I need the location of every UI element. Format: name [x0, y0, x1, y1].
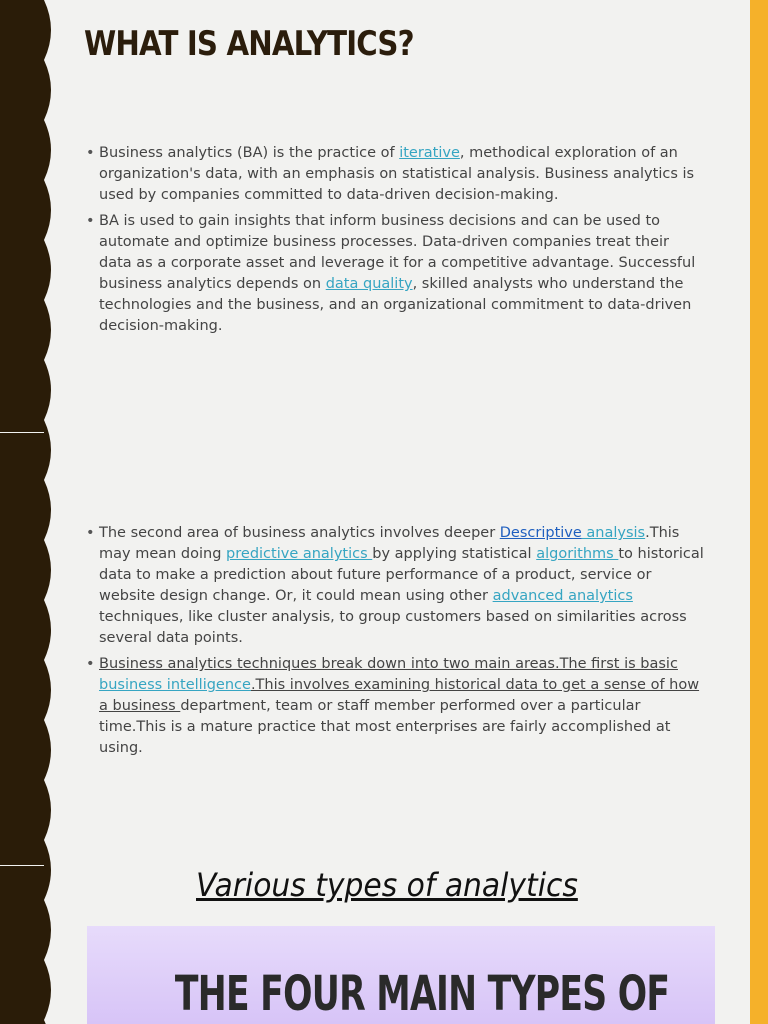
bullet-item — [86, 654, 706, 759]
bullet-list — [86, 143, 706, 342]
link-descriptive[interactable]: Descriptive — [499, 525, 582, 541]
link-iterative[interactable]: iterative — [399, 145, 460, 161]
link-algorithms[interactable]: algorithms — [536, 546, 619, 562]
bullet-item — [86, 143, 706, 206]
section-subtitle: Various types of analytics — [196, 866, 578, 904]
link-analysis[interactable]: analysis — [581, 525, 646, 541]
bullet-text: BA is used to gain insights that inform business decisions and can be used to automate and optimize business processes. Data-driven companies treat their data as a corporate asset and leverage it for a competitive advantage. Successful business analytics depends on — [99, 213, 696, 292]
bullet-text: by applying statistical — [372, 546, 537, 562]
page-title: WHAT IS ANALYTICS? — [84, 24, 414, 64]
link-data-quality[interactable]: data quality — [325, 276, 413, 292]
bullet-text: , methodical exploration of an organization's data, with an emphasis on statistical analysis. Business analytics is used by companies committed to data-driven decision-making. — [99, 145, 695, 203]
bullet-text: department, team or staff member performed over a particular time.This is a mature practice that most enterprises are fairly accomplished at using. — [99, 698, 671, 756]
decorative-wavy-band — [0, 0, 60, 1024]
wavy-band-shape — [0, 0, 60, 1024]
accent-band — [750, 0, 768, 1024]
bullet-text: The second area of business analytics involves deeper — [99, 525, 500, 541]
bullet-text: to historical data to make a prediction about future performance of a product, service or website design change. Or, it could mean using other — [99, 546, 704, 604]
bullet-text: , skilled analysts who understand the technologies and the business, and an organizational commitment to data-driven decision-making. — [99, 276, 692, 334]
slide-divider — [0, 432, 44, 433]
types-banner-heading: THE FOUR MAIN TYPES OF — [174, 966, 670, 1022]
bullet-list — [86, 523, 706, 764]
bullet-text: .This may mean doing — [99, 525, 680, 562]
bullet-item — [86, 211, 706, 337]
slide-divider — [0, 865, 44, 866]
types-banner — [87, 926, 715, 1024]
link-business-intelligence[interactable]: business intelligence — [99, 677, 251, 693]
bullet-text: Business analytics techniques break down into two main areas.The first is basic — [99, 656, 678, 672]
bullet-text: .This involves examining historical data to get a sense of how a business — [99, 677, 700, 714]
bullet-item — [86, 523, 706, 649]
bullet-text: techniques, like cluster analysis, to group customers based on similarities across several data points. — [99, 609, 687, 646]
link-predictive-analytics[interactable]: predictive analytics — [226, 546, 373, 562]
bullet-text: Business analytics (BA) is the practice of — [99, 145, 400, 161]
link-advanced-analytics[interactable]: advanced analytics — [492, 588, 633, 604]
